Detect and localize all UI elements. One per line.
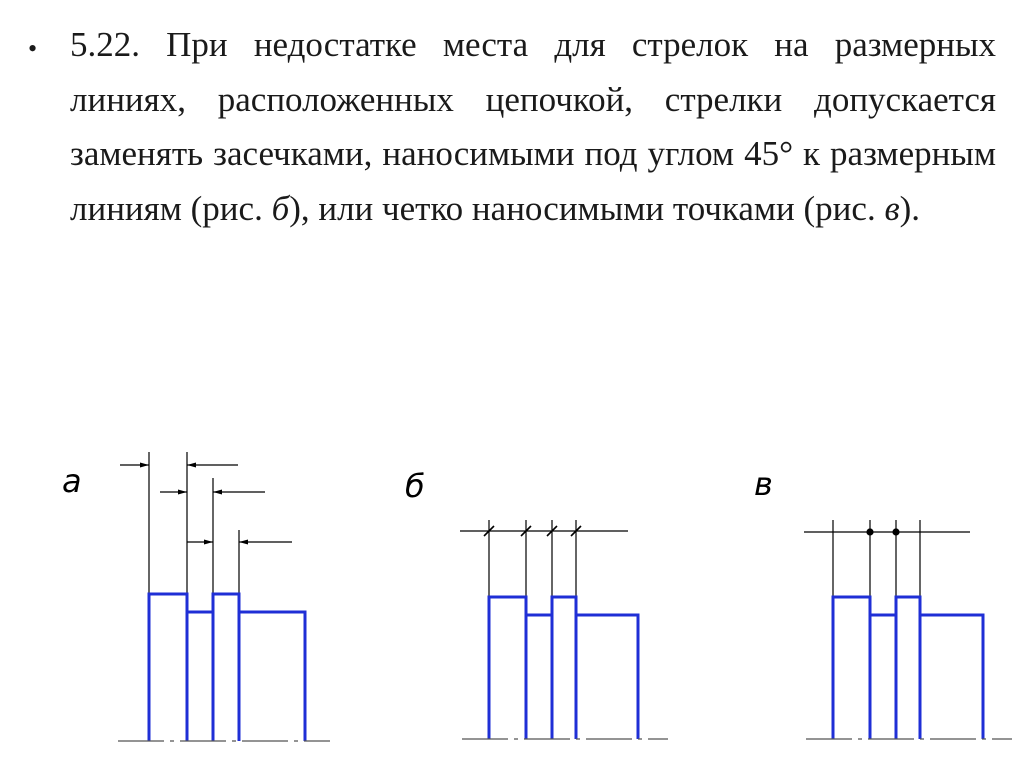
extension-lines (149, 452, 239, 612)
paragraph-text-1: 5.22. При недостатке места для стрелок на размерных линиях, расположенных цепочкой, стрелки допускается заменять засечками, наносимыми под углом 45° к размерным линиям (рис. (70, 25, 996, 228)
figure-ref-v: в (884, 188, 900, 228)
part-inner-lines (870, 615, 920, 739)
figure-a (62, 452, 330, 741)
part-outline (149, 594, 305, 741)
figure-ref-b: б (271, 188, 290, 228)
part-inner-lines (526, 615, 576, 739)
figure-v (754, 465, 1012, 739)
paragraph-text-3: ). (899, 188, 921, 228)
figure-b (405, 467, 668, 739)
dimension-lines-arrows (120, 465, 292, 542)
extension-lines (489, 520, 576, 615)
extension-lines (833, 520, 920, 615)
bullet-marker: • (28, 34, 38, 63)
part-outline (489, 597, 638, 739)
part-outline (833, 597, 983, 739)
figure-a-label: а (62, 462, 82, 500)
figure-v-label: в (754, 465, 773, 503)
part-inner-lines (187, 612, 239, 741)
figure-b-label: б (405, 467, 425, 505)
paragraph-text-2: ), или четко наносимыми точками (рис. (289, 188, 885, 228)
